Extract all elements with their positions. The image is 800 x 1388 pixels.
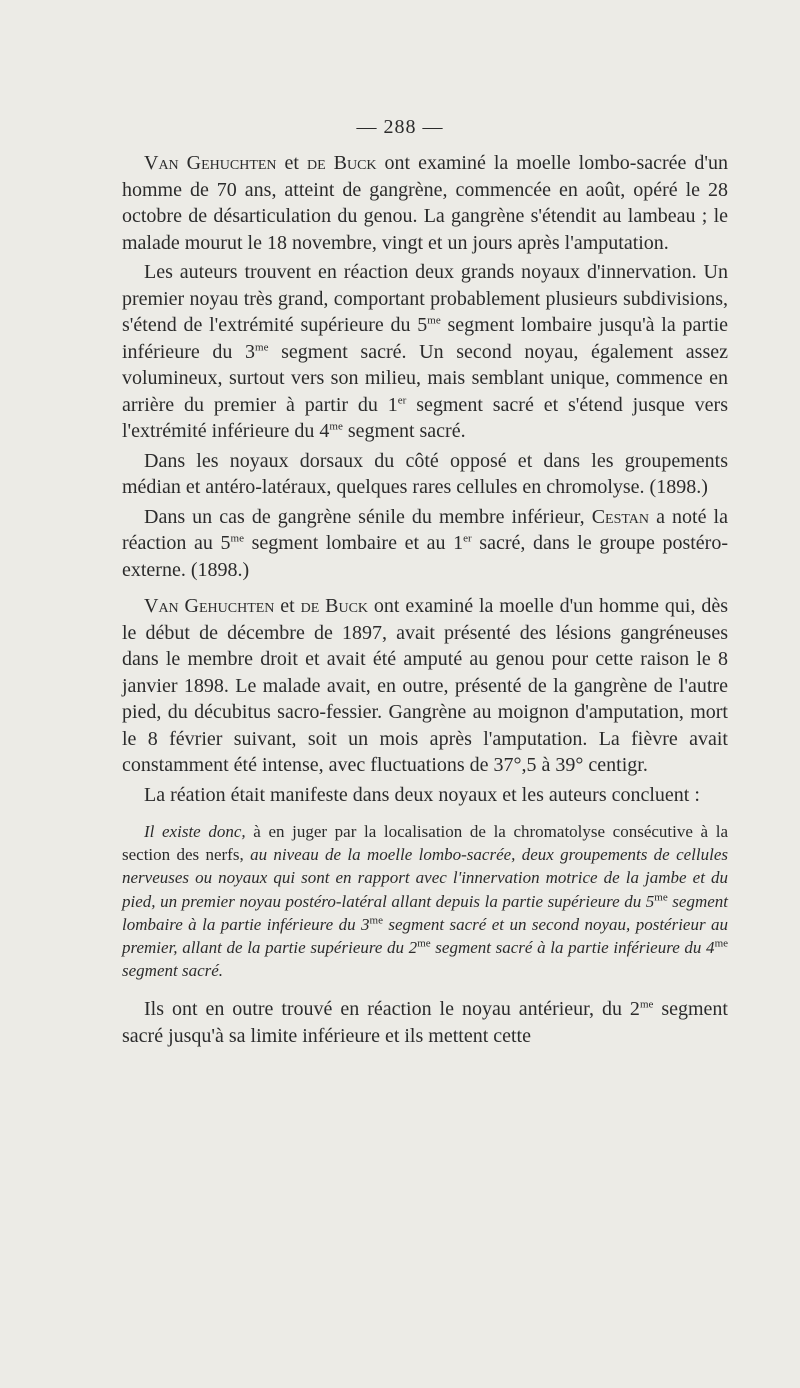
author-name: de Buck	[306, 152, 377, 174]
author-name: de Buck	[300, 595, 369, 617]
body-text	[122, 150, 728, 1049]
author-name: Cestan	[591, 505, 650, 528]
paragraph-4: Dans un cas de gangrène sénile du membre inférieur, Cestan a noté la réaction au $5^{me}$ segment lombaire et au 1er sacré, dans le groupe postéro-externe. (1898.)	[122, 505, 729, 581]
page-number: — 288 —	[356, 116, 444, 138]
paragraph-1: Van Gehuchten et de Buck ont examiné la moelle lombo-sacrée d'un homme de 70 ans, atteint de gangrène, commencée en août, opéré le 28 octobre de désarticulation du genou. La gangrène s'étendit au lambeau ; le malade mourut le 18 novembre, vingt et un jours après l'amputation.	[122, 152, 729, 254]
paragraph-2: Les auteurs trouvent en réaction deux grands noyaux d'innervation. Un premier noyau très grand, comportant probablement plusieurs subdivisions, s'étend de l'extrémité supérieure du $5^{me}$ segment lombaire jusqu'à la partie inférieure du $3^{me}$ segment sacré. Un second noyau, également assez volumineux, surtout vers son milieu, mais semblant unique, commence en arrière du premier à partir du 1er segment sacré et s'étend jusque vers l'extrémité inférieure du $4^{me}$ segment sacré.	[122, 261, 729, 442]
paragraph-7: Ils ont en outre trouvé en réaction le noyau antérieur, du $2^{me}$ segment sacré jusqu'à sa limite inférieure et ils mettent cette	[122, 998, 728, 1047]
block-quote: Il existe donc, à en juger par la localisation de la chromatolyse consécutive à la section des nerfs, au niveau de la moelle lombo-sacrée, deux groupements de cellules nerveuses ou noyaux qui sont en rapport avec l'innervation motrice de la jambe et du pied, un premier noyau postéro-latéral allant depuis la partie supérieure du $5^{me}$ segment lombaire à la partie inférieure du $3^{me}$ segment sacré et un second noyau, postérieur au premier, allant de la partie supérieure du $2^{me}$ segment sacré à la partie inférieure du $4^{me}$ segment sacré.	[122, 822, 729, 981]
paragraph-3: Dans les noyaux dorsaux du côté opposé et dans les groupements médian et antéro-latéraux, quelques rares cellules en chromolyse. (1898.)	[122, 449, 728, 498]
paragraph-5: Van Gehuchten et de Buck ont examiné la moelle d'un homme qui, dès le début de décembre de 1897, avait présenté des lésions gangréneuses dans le membre droit et avait été amputé au genou pour cette raison le 8 janvier 1898. Le malade avait, en outre, présenté de la gangrène de l'autre pied, du décubitus sacro-fessier. Gangrène au moignon d'amputation, mort le 8 février suivant, soit un mois après l'amputation. La fièvre avait constamment été intense, avec fluctuations de 37°,5 à 39° centigr.	[122, 595, 729, 776]
author-name: Van Gehuchten	[144, 595, 275, 617]
paragraph-6: La réation était manifeste dans deux noyaux et les auteurs concluent :	[144, 783, 700, 806]
author-name: Van Gehuchten	[144, 152, 277, 174]
